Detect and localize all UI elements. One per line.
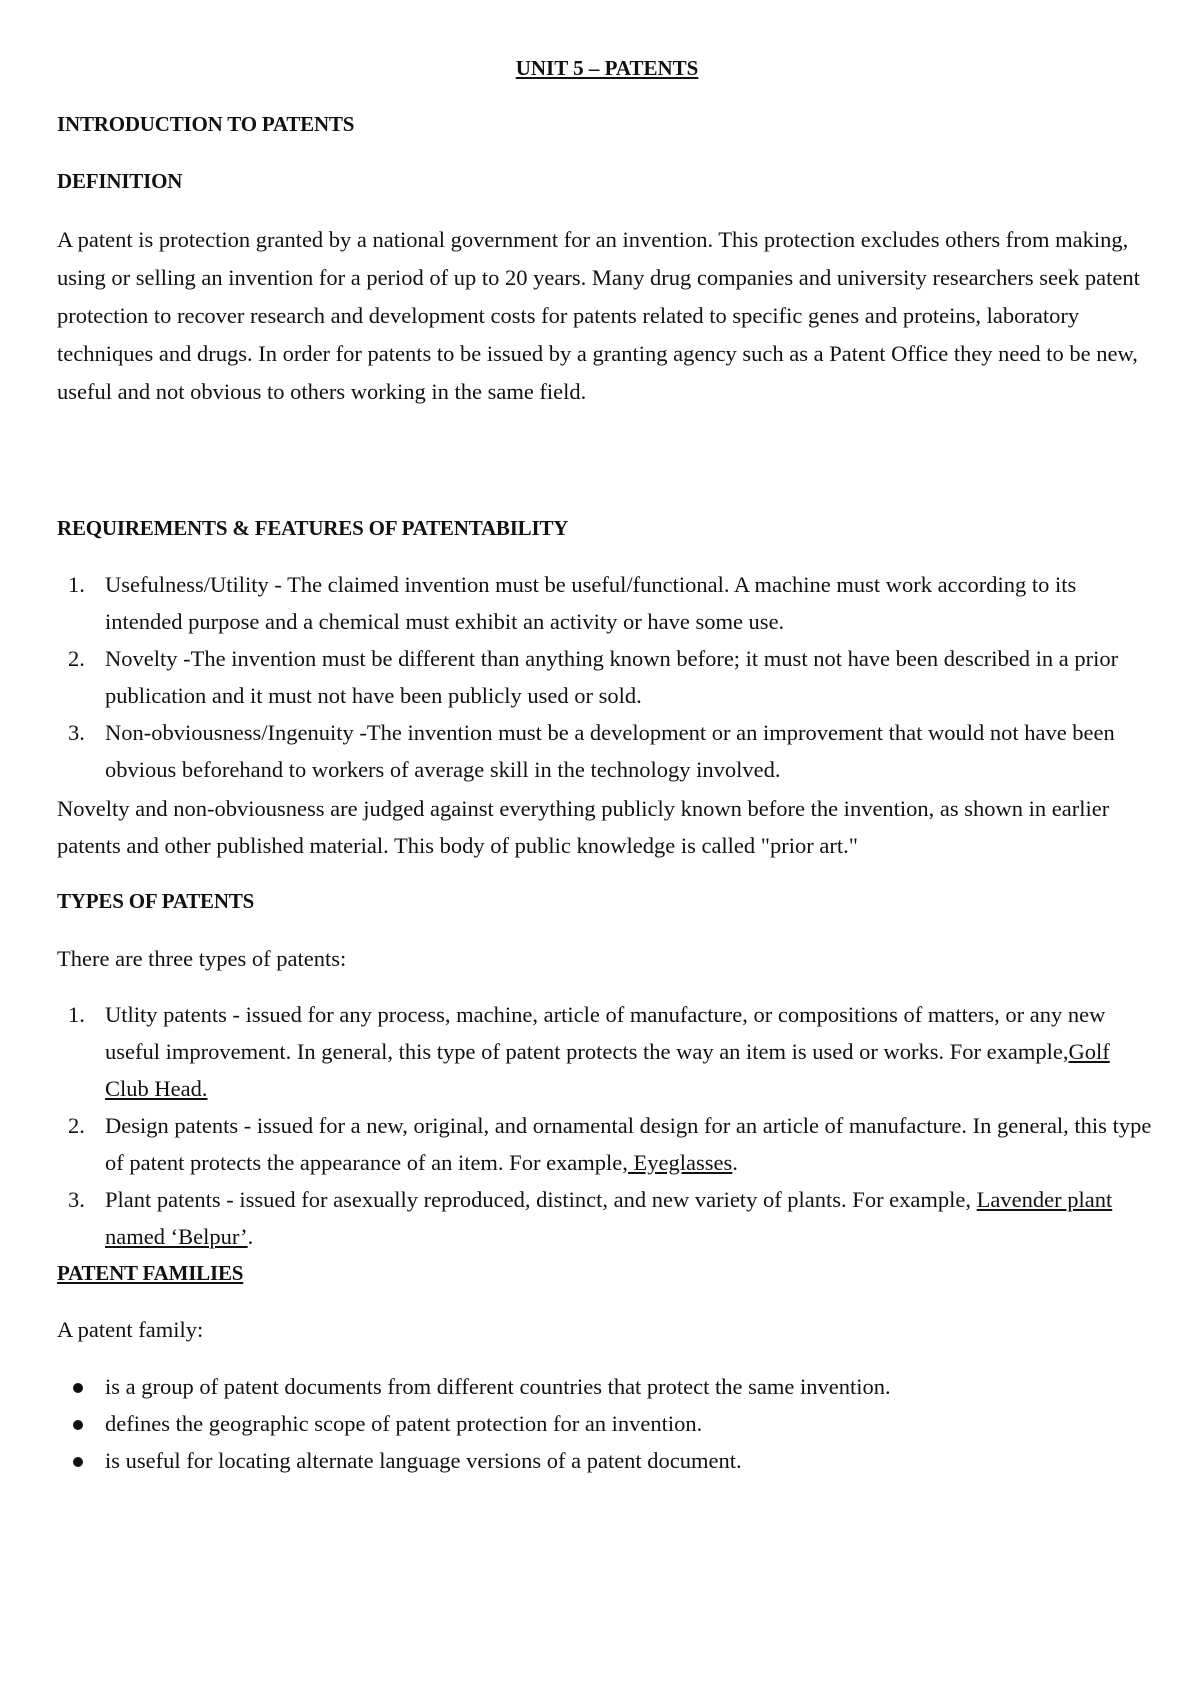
types-intro: There are three types of patents: — [57, 946, 347, 971]
list-item — [57, 1181, 1157, 1255]
list-item-text: Plant patents - issued for asexually reproduced, distinct, and new variety of plants. For example, — [105, 1187, 977, 1212]
types-list — [57, 996, 1157, 1255]
list-item-text: is a group of patent documents from different countries that protect the same invention. — [105, 1374, 891, 1399]
list-item-text: Utlity patents - issued for any process, machine, article of manufacture, or compositions of matters, or any new useful improvement. In general, this type of patent protects the way an item is used or works. For example, — [105, 1002, 1106, 1064]
list-item-text: Non-obviousness/Ingenuity -The invention must be a development or an improvement that would not have been obvious beforehand to workers of average skill in the technology involved. — [105, 720, 1115, 782]
requirements-heading: REQUIREMENTS & FEATURES OF PATENTABILITY — [57, 516, 569, 540]
list-number: 3. — [68, 720, 85, 745]
list-item — [57, 996, 1157, 1107]
list-item-text: Usefulness/Utility - The claimed invention must be useful/functional. A machine must work according to its intended purpose and a chemical must exhibit an activity or have some use. — [105, 572, 1077, 634]
list-number: 2. — [68, 646, 85, 671]
list-number: 3. — [68, 1187, 85, 1212]
example-link[interactable]: Golf Club Head. — [105, 1039, 1110, 1101]
bullet-icon — [73, 1457, 83, 1467]
bullet-icon — [73, 1383, 83, 1393]
prior-art-paragraph: Novelty and non-obviousness are judged against everything publicly known before the invention, as shown in earlier patents and other published material. This body of public knowledge is called "prior art." — [57, 796, 1110, 858]
list-item-text: Design patents - issued for a new, original, and ornamental design for an article of manufacture. In general, this type of patent protects the appearance of an item. For example, — [105, 1113, 1152, 1175]
list-item-suffix: . — [247, 1224, 254, 1249]
list-item — [57, 566, 1157, 640]
types-heading: TYPES OF PATENTS — [57, 889, 255, 913]
intro-heading: INTRODUCTION TO PATENTS — [57, 112, 355, 136]
families-intro: A patent family: — [57, 1317, 204, 1342]
families-heading: PATENT FAMILIES — [57, 1261, 244, 1285]
families-list — [57, 1368, 1157, 1479]
list-number: 1. — [68, 572, 85, 597]
list-number: 1. — [68, 1002, 85, 1027]
list-item-suffix: . — [732, 1150, 738, 1175]
list-item-text: Novelty -The invention must be different than anything known before; it must not have been described in a prior publication and it must not have been publicly used or sold. — [105, 646, 1119, 708]
list-item-text: defines the geographic scope of patent protection for an invention. — [105, 1411, 703, 1436]
definition-paragraph: A patent is protection granted by a national government for an invention. This protection excludes others from making, using or selling an invention for a period of up to 20 years. Many drug companies and university researchers seek patent protection to recover research and development costs for patents related to specific genes and proteins, laboratory techniques and drugs. In order for patents to be issued by a granting agency such as a Patent Office they need to be new, useful and not obvious to others working in the same field. — [57, 227, 1140, 404]
list-item — [57, 1442, 1157, 1479]
list-item — [57, 1405, 1157, 1442]
example-link[interactable]: Lavender plant named ‘Belpur’ — [105, 1187, 1113, 1249]
list-item-text: is useful for locating alternate language versions of a patent document. — [105, 1448, 742, 1473]
definition-heading: DEFINITION — [57, 169, 183, 193]
bullet-icon — [73, 1420, 83, 1430]
document-title: UNIT 5 – PATENTS — [515, 56, 699, 80]
list-item — [57, 714, 1157, 788]
list-item — [57, 1107, 1157, 1181]
list-number: 2. — [68, 1113, 85, 1138]
example-link[interactable]: Eyeglasses — [627, 1150, 733, 1175]
list-item — [57, 640, 1157, 714]
list-item — [57, 1368, 1157, 1405]
requirements-list — [57, 566, 1157, 788]
